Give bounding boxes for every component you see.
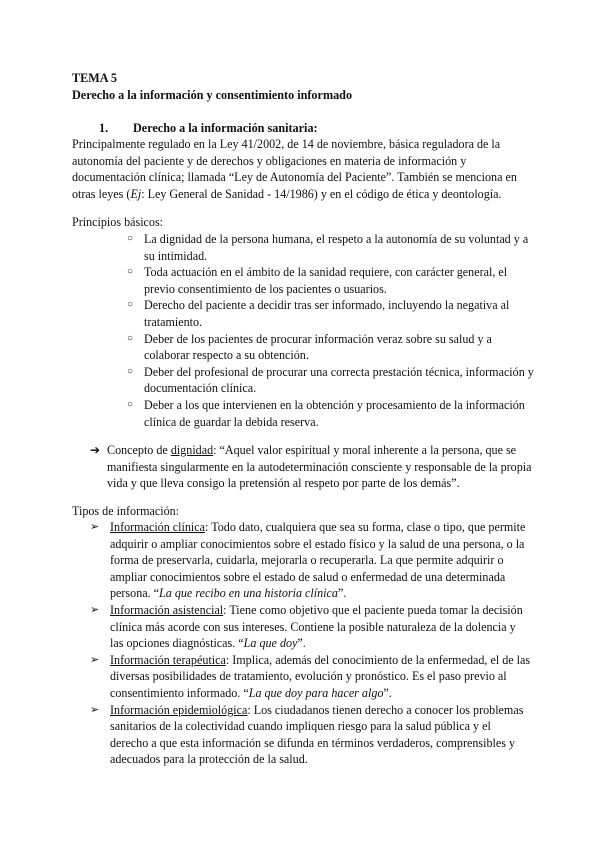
tipo-term: Información clínica	[110, 520, 206, 534]
principle-text: Derecho del paciente a decidir tras ser informado, incluyendo la negativa al tratamiento.	[144, 298, 510, 329]
intro-paragraph	[72, 136, 532, 202]
section-number: 1.	[99, 121, 109, 135]
list-item	[90, 519, 532, 602]
principles-heading: Principios básicos:	[72, 215, 164, 229]
arrowhead-bullet-icon: ➢	[90, 653, 100, 666]
tipo-end: ”.	[297, 636, 306, 651]
tipo-term: Información terapéutica	[110, 652, 226, 667]
tipo-end: ”.	[337, 586, 347, 601]
intro-line	[72, 186, 532, 203]
circle-bullet-icon: ○	[127, 299, 134, 311]
list-item	[127, 397, 537, 430]
circle-bullet-icon: ○	[127, 398, 134, 410]
section-heading	[99, 120, 318, 137]
tipos-heading: Tipos de información:	[72, 504, 180, 518]
principle-text: La dignidad de la persona humana, el respeto a la autonomía de su voluntad y a su intimidad.	[144, 232, 529, 263]
intro-line: autonomía del paciente y de derechos y obligaciones en materia de información y	[72, 153, 467, 168]
intro-line: documentación clínica; llamada “Ley de Autonomía del Paciente”. También se menciona en	[72, 170, 517, 185]
list-item	[127, 297, 537, 330]
tema-label: TEMA 5	[72, 71, 118, 85]
tipo-end: ”.	[383, 685, 392, 700]
tipo-text: : Los ciudadanos tienen derecho a conocer los problemas sanitarios de la colectividad cuando impliquen riesgo para la salud pública y el derecho a que esta información se difunda en términos verdaderos, comprensibles y adecuados para la protección de la salud.	[110, 702, 524, 767]
tipo-text: : Todo dato, cualquiera que sea su forma, clase o tipo, que permite adquirir o ampliar conocimientos sobre el estado físico y la salud de una persona, o la forma de preservarla, cuidarla, mejorarla o recuperarla. La que permite adquirir o ampliar conocimientos sobre el estado de salud o enfermedad de una determinada persona. “	[110, 520, 526, 601]
principle-text: Deber del profesional de procurar una correcta prestación técnica, información y documentación clínica.	[144, 364, 534, 396]
circle-bullet-icon: ○	[127, 233, 134, 244]
tipo-text: : Tiene como objetivo que el paciente pueda tomar la decisión clínica más acorde con sus intereses. Contiene la posible naturaleza de la dolencia y las opciones diagnósticas. “	[110, 602, 523, 651]
list-item	[127, 331, 537, 364]
tipo-term: Información asistencial	[110, 602, 224, 617]
arrowhead-bullet-icon: ➢	[90, 703, 100, 716]
principle-text: Deber de los pacientes de procurar información veraz sobre su salud y a colaborar respecto a su obtención.	[144, 331, 492, 363]
intro-text: otras leyes (	[72, 186, 131, 201]
tipo-term: Información epidemiológica	[110, 702, 248, 717]
tipo-quote: La que doy para hacer algo	[248, 685, 384, 700]
circle-bullet-icon: ○	[127, 266, 134, 278]
principle-text: Deber a los que intervienen en la obtención y procesamiento de la información clínica de guardar la debida reserva.	[144, 397, 525, 429]
example-abbrev: Ej	[130, 186, 142, 201]
dignity-prefix: Concepto de	[107, 443, 171, 457]
tipo-text: : Implica, además del conocimiento de la enfermedad, el de las diversas posibilidades de tratamiento, evolución y pronóstico. Es el paso previo al consentimiento informado. “	[110, 652, 531, 700]
document-subtitle: Derecho a la información y consentimiento informado	[72, 88, 353, 102]
arrowhead-bullet-icon: ➢	[90, 603, 100, 616]
intro-text: : Ley General de Sanidad - 14/1986) y en el código de ética y deontología.	[141, 186, 502, 201]
circle-bullet-icon: ○	[127, 332, 134, 344]
tipos-list	[90, 519, 532, 768]
list-item	[90, 702, 532, 768]
list-item	[127, 364, 537, 397]
dignity-definition	[90, 442, 547, 492]
list-item	[90, 652, 532, 702]
tipo-quote: La que recibo en una historia clínica	[159, 586, 338, 601]
section-title: Derecho a la información sanitaria:	[133, 121, 318, 135]
list-item	[90, 602, 532, 652]
list-item	[127, 264, 537, 297]
dignity-text: : “Aquel valor espiritual y moral inherente a la persona, que se manifiesta singularmente en la autodeterminación consciente y responsable de la propia vida y que lleva consigo la pretensión al respeto por parte de los demás”.	[107, 443, 532, 491]
circle-bullet-icon: ○	[127, 365, 134, 377]
arrow-bullet-icon: ➔	[90, 443, 101, 457]
intro-line: Principalmente regulado en la Ley 41/2002, de 14 de noviembre, básica reguladora de la	[72, 137, 501, 151]
list-item	[127, 231, 537, 264]
principles-list	[127, 231, 537, 430]
arrowhead-bullet-icon: ➢	[90, 521, 100, 533]
dignity-term: dignidad	[170, 443, 214, 457]
principle-text: Toda actuación en el ámbito de la sanidad requiere, con carácter general, el previo consentimiento de los pacientes o usuarios.	[144, 265, 508, 296]
tipo-quote: La que doy	[243, 636, 298, 651]
